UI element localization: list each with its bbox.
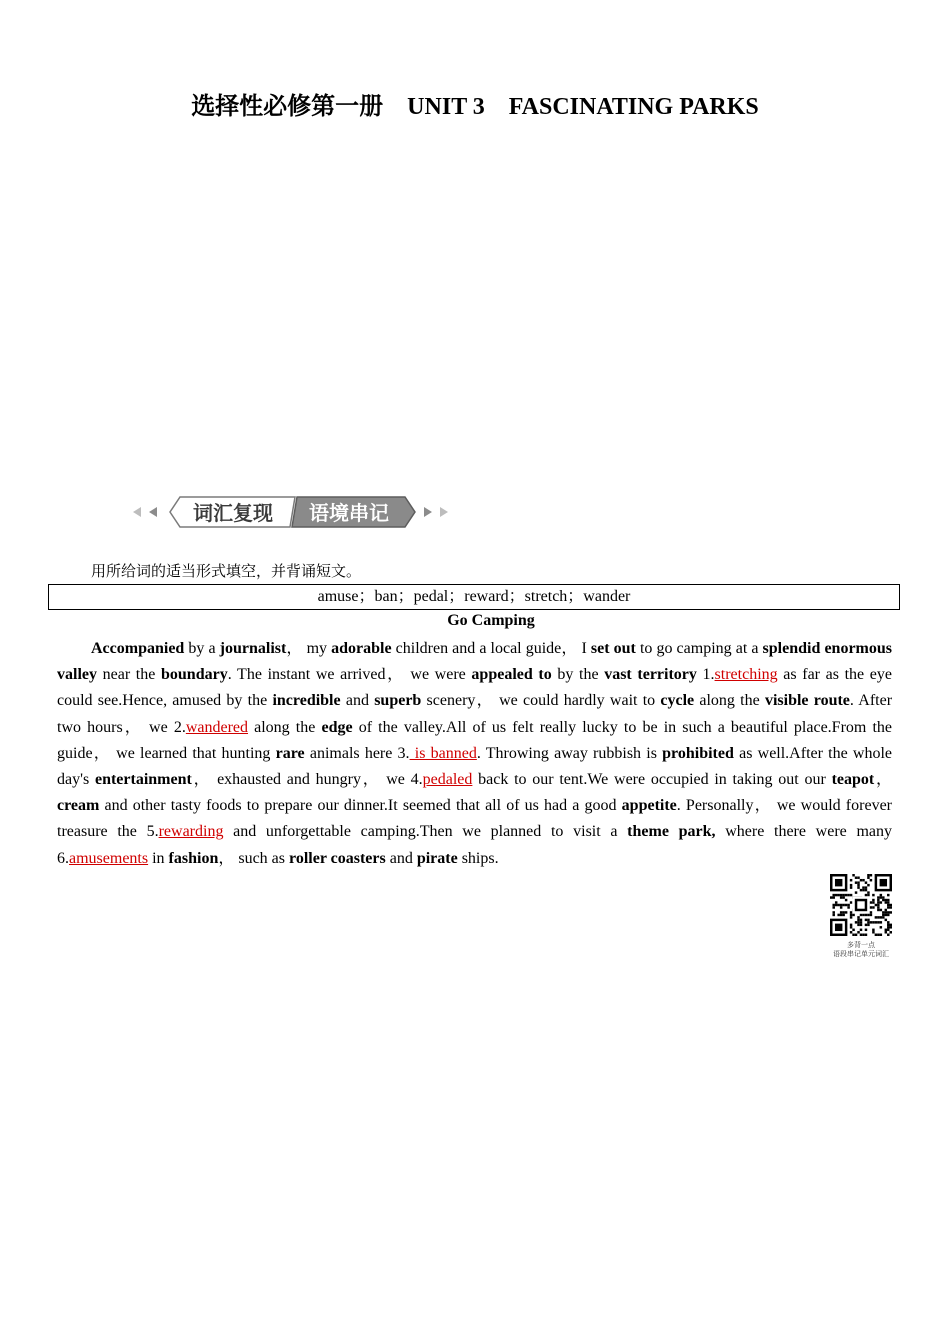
page-title: 选择性必修第一册 UNIT 3 FASCINATING PARKS	[191, 94, 759, 120]
bold-vocab-word: teapot	[831, 771, 875, 789]
section-banner	[130, 494, 460, 530]
qr-caption-line1: 多背一点	[847, 941, 875, 949]
passage-text: where there were many 6.	[57, 823, 892, 867]
passage-text: . After two hours， we 2.	[57, 692, 893, 736]
qr-code-icon	[830, 874, 892, 936]
passage-text: children and a local guide， I	[391, 640, 591, 657]
passage-body	[57, 636, 892, 872]
bold-vocab-word: entertainment	[94, 771, 192, 789]
bold-vocab-word: Accompanied	[91, 640, 185, 657]
passage-text: . Throwing away rubbish is	[476, 744, 663, 762]
passage-title: Go Camping	[447, 612, 535, 629]
answer-fill-in: stretching	[714, 666, 778, 684]
passage-text: along the	[248, 718, 322, 736]
passage-text: and other tasty foods to prepare our dinner.It seemed that all of us had a good	[99, 797, 622, 815]
answer-fill-in: is banned	[409, 744, 477, 762]
bold-vocab-word: vast territory	[604, 666, 697, 684]
bold-vocab-word: roller coasters	[289, 849, 386, 867]
passage-text: as well.After the whole day's	[57, 744, 893, 789]
passage-text: of the valley.All of us felt really lucky to be in such a beautiful place.From the guide， we learned that hunting	[57, 718, 893, 762]
passage-text: along the	[694, 692, 765, 710]
arrow-right-light-icon	[440, 507, 448, 517]
bold-vocab-word: fashion	[168, 849, 219, 867]
passage-text: as far as the eye could see.Hence, amused by the	[57, 666, 893, 710]
passage-text: and unforgettable camping.Then we planned to visit a	[223, 823, 628, 841]
passage-text: by the	[551, 666, 605, 684]
passage-text: and	[385, 849, 417, 867]
bold-vocab-word: set out	[590, 640, 636, 657]
arrow-right-dark-icon	[424, 507, 432, 517]
passage-text: back to our tent.We were occupied in taking out our	[472, 771, 832, 789]
bold-vocab-word: appealed to	[471, 666, 552, 684]
passage-text: ， exhausted and hungry， we 4.	[191, 771, 423, 789]
exercise-instruction: 用所给词的适当形式填空，并背诵短文。	[91, 562, 362, 580]
bold-vocab-word: splendid enormous valley	[57, 640, 892, 684]
passage-text: . The instant we arrived， we were	[227, 666, 472, 684]
banner-left-label: 词汇复现	[193, 501, 273, 525]
passage-text: ships.	[457, 849, 499, 867]
arrow-left-dark-icon	[149, 507, 157, 517]
answer-fill-in: wandered	[185, 718, 249, 736]
bold-vocab-word: appetite	[621, 797, 677, 815]
arrow-left-light-icon	[133, 507, 141, 517]
bold-vocab-word: journalist	[219, 640, 287, 657]
bold-vocab-word: theme park,	[627, 823, 716, 841]
passage-text: ， my	[286, 640, 332, 657]
bold-vocab-word: incredible	[272, 692, 341, 710]
qr-caption-line2: 语段串记单元词汇	[833, 950, 889, 958]
bold-vocab-word: cream	[57, 797, 100, 815]
bold-vocab-word: cycle	[660, 692, 695, 710]
qr-block	[829, 874, 893, 959]
word-bank	[48, 584, 900, 610]
passage-text: . Personally， we would forever treasure the 5.	[57, 797, 892, 841]
bold-vocab-word: superb	[374, 692, 422, 710]
bold-vocab-word: prohibited	[662, 744, 734, 762]
passage-text: to go camping at a	[635, 640, 763, 657]
passage-text: in	[148, 849, 169, 867]
bold-vocab-word: adorable	[331, 640, 392, 657]
bold-vocab-word: boundary	[161, 666, 228, 684]
answer-fill-in: amusements	[69, 849, 149, 867]
passage-text: 1.	[696, 666, 715, 684]
passage-text: animals here 3.	[304, 744, 410, 762]
bold-vocab-word: rare	[275, 744, 305, 762]
passage-text: scenery， we could hardly wait to	[421, 692, 661, 710]
banner-graphic	[130, 494, 460, 530]
passage-text: and	[340, 692, 375, 710]
passage-text: ，	[874, 771, 892, 789]
answer-fill-in: rewarding	[158, 823, 224, 841]
passage-text: near the	[97, 666, 161, 684]
word-bank-text: amuse；ban；pedal；reward；stretch；wander	[317, 588, 631, 605]
answer-fill-in: pedaled	[422, 771, 473, 789]
bold-vocab-word: pirate	[416, 849, 458, 867]
passage-text: ， such as	[218, 849, 290, 867]
banner-right-label: 语境串记	[309, 501, 389, 525]
passage-text: by a	[184, 640, 220, 657]
bold-vocab-word: edge	[321, 718, 353, 736]
bold-vocab-word: visible route	[764, 692, 850, 710]
